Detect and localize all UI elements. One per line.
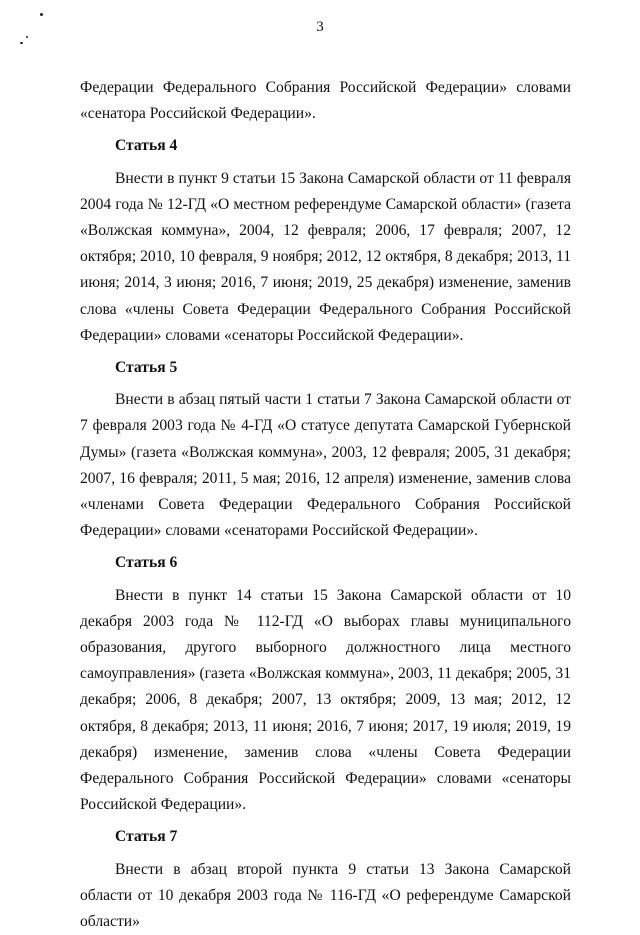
document-body <box>80 75 571 935</box>
article-text: Внести в абзац пятый части 1 статьи 7 Закона Самарской области от 7 февраля 2003 года № 4-ГД «О статусе депутата Самарской Губернской Думы» (газета «Волжская коммуна», 2003, 12 февраля; 2005, 31 декабря; 2007, 16 февраля; 2011, 5 мая; 2016, 12 апреля) изменение, заменив слова «членами Совета Федерации Федерального Собрания Российской Федерации» словами «сенаторами Российской Федерации». <box>80 391 571 540</box>
article-5 <box>80 355 571 544</box>
page-number: 3 <box>316 19 324 35</box>
article-text: Внести в пункт 14 статьи 15 Закона Самарской области от 10 декабря 2003 года № 112-ГД «О выборах главы муниципального образования, другого выборного должностного лица местного самоуправления» (газета «Волжская коммуна», 2003, 11 декабря; 2005, 31 декабря; 2006, 8 декабря; 2007, 13 октября; 2009, 13 мая; 2012, 12 октября, 8 декабря; 2013, 11 июня; 2016, 7 июня; 2017, 19 июля; 2019, 19 декабря) изменение, заменив слова «члены Совета Федерации Федерального Собрания Российской Федерации» словами «сенаторы Российской Федерации». <box>80 586 571 814</box>
scan-speck <box>20 42 23 44</box>
article-text: Внести в абзац второй пункта 9 статьи 13 Закона Самарской области от 10 декабря 2003 года № 116-ГД «О референдуме Самарской области» <box>80 860 571 931</box>
intro-paragraph: Федерации Федерального Собрания Российской Федерации» словами «сенатора Российской Федерации». <box>80 79 571 123</box>
article-heading: Статья 7 <box>115 828 178 846</box>
article-4 <box>80 133 571 349</box>
scan-speck <box>40 13 43 16</box>
article-7 <box>80 824 571 935</box>
article-heading: Статья 6 <box>115 554 178 572</box>
article-heading: Статья 4 <box>115 137 178 155</box>
article-heading: Статья 5 <box>115 359 178 377</box>
scan-speck <box>26 36 28 38</box>
article-6 <box>80 550 571 818</box>
article-text: Внести в пункт 9 статьи 15 Закона Самарской области от 11 февраля 2004 года № 12-ГД «О местном референдуме Самарской области» (газета «Волжская коммуна», 2004, 12 февраля; 2006, 17 февраля; 2007, 12 октября; 2010, 10 февраля, 9 ноября; 2012, 12 октября, 8 декабря; 2013, 11 июня; 2014, 3 июня; 2016, 7 июня; 2019, 25 декабря) изменение, заменив слова «члены Совета Федерации Федерального Собрания Российской Федерации» словами «сенаторы Российской Федерации». <box>80 169 571 344</box>
